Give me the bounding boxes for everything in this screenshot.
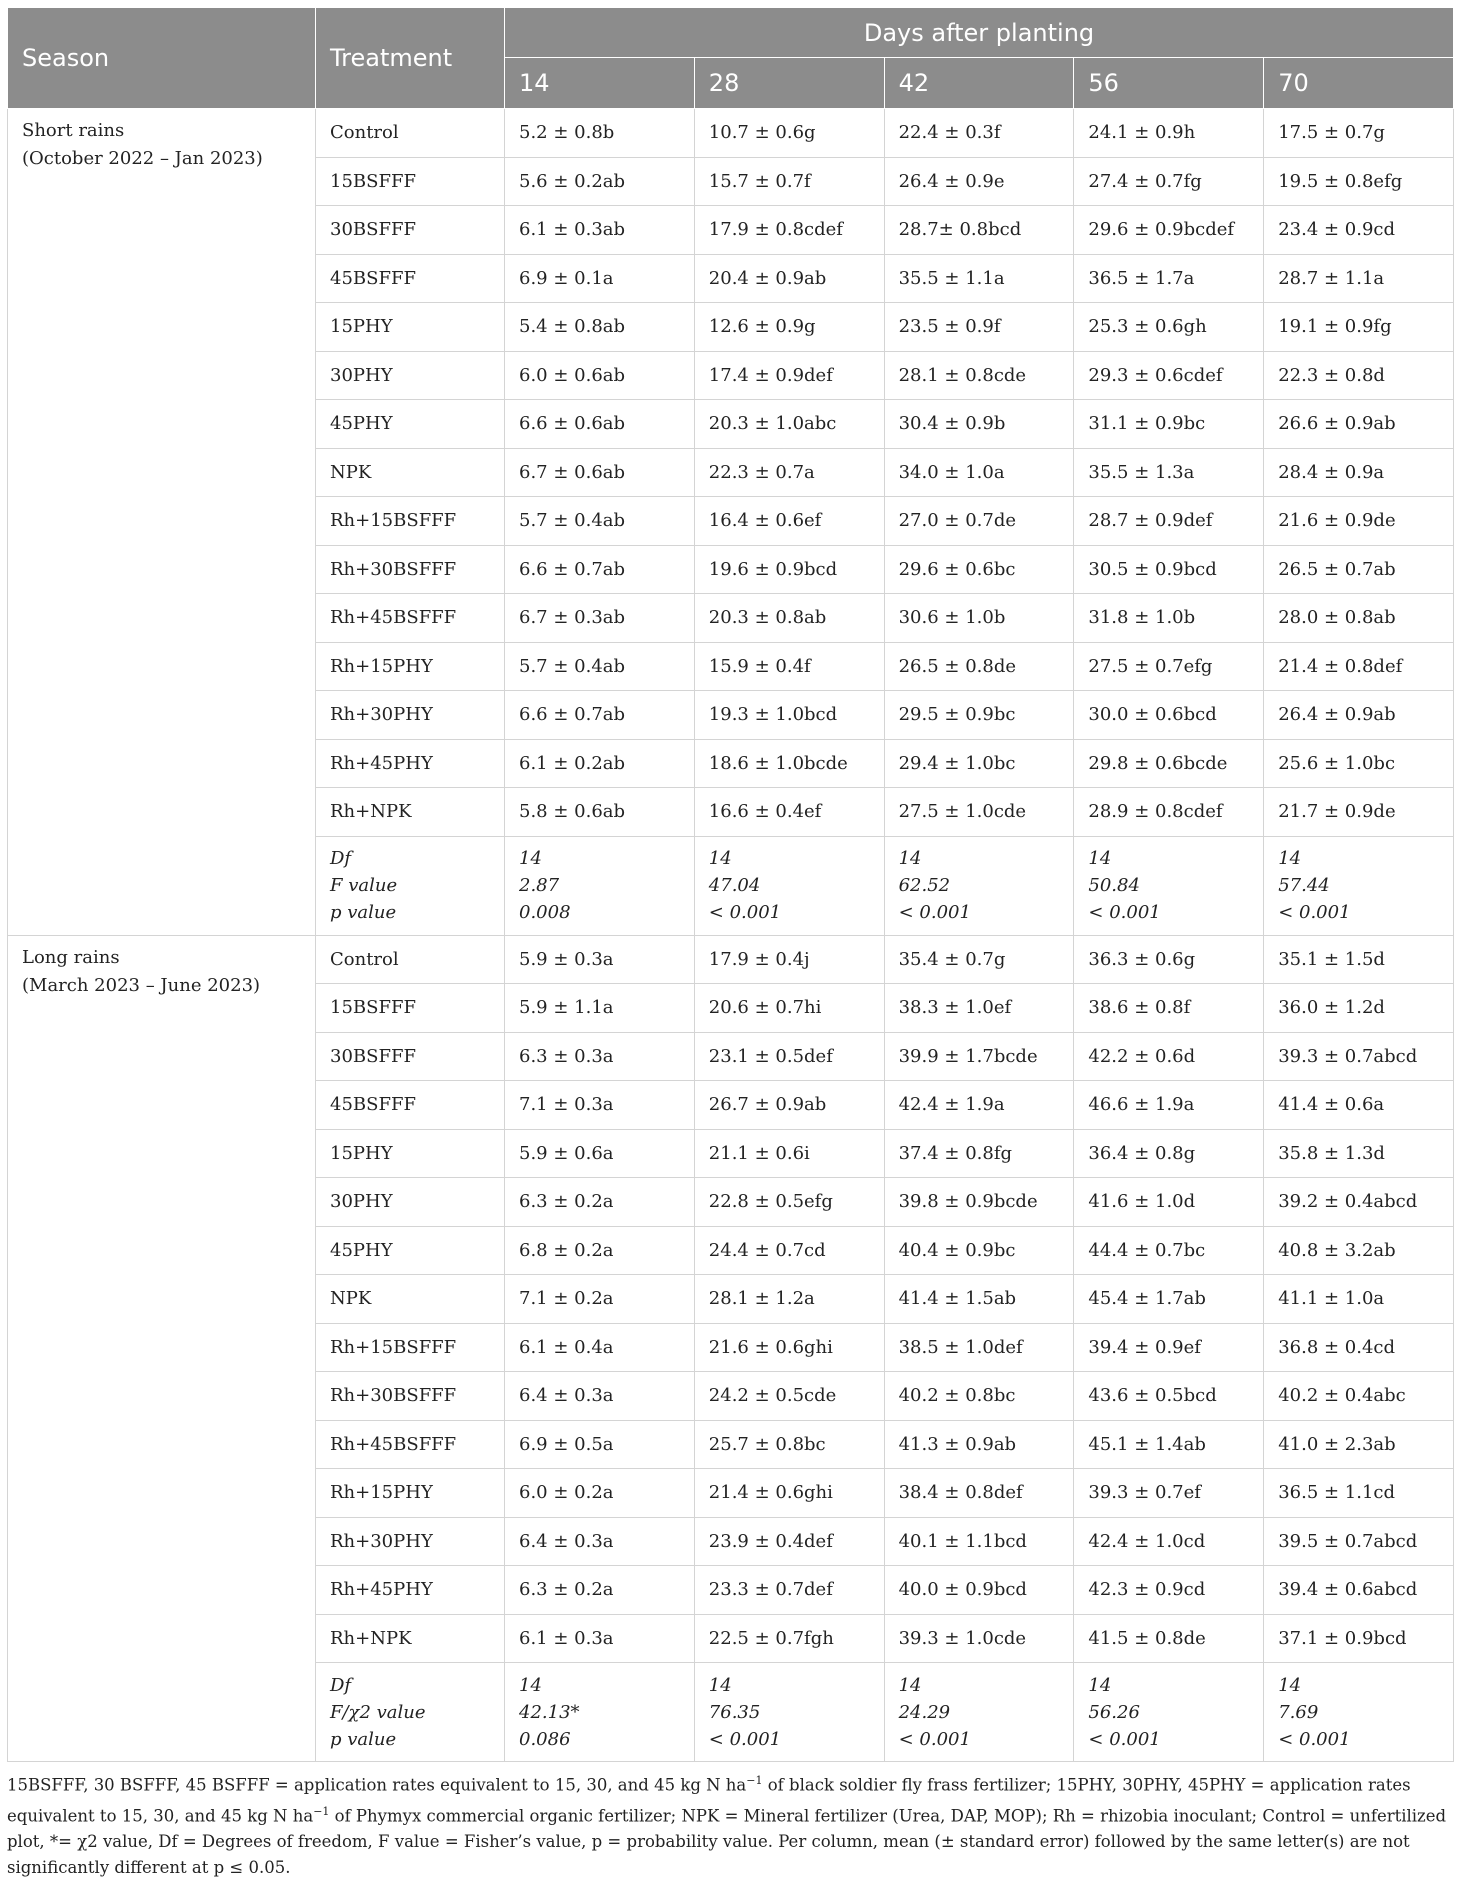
value-cell: 19.5 ± 0.8efg: [1264, 157, 1454, 206]
treatment-cell: Rh+45PHY: [316, 739, 505, 788]
value-cell: 28.7 ± 0.9def: [1074, 497, 1264, 546]
footnote-part2: of black soldier fly frass fertilizer; 15PHY, 30PHY, 45PHY = application rates equivalent to 15, 30, and 45 kg N ha: [7, 1775, 1411, 1825]
value-cell: 24.1 ± 0.9h: [1074, 109, 1264, 158]
value-cell: 6.0 ± 0.6ab: [505, 351, 695, 400]
treatment-cell: 15PHY: [316, 1129, 505, 1178]
treatment-cell: Control: [316, 935, 505, 984]
stats-value: 57.44: [1278, 875, 1330, 896]
value-cell: 19.1 ± 0.9fg: [1264, 303, 1454, 352]
value-cell: 38.6 ± 0.8f: [1074, 984, 1264, 1033]
value-cell: 21.1 ± 0.6i: [694, 1129, 884, 1178]
season-cell: [8, 109, 316, 936]
stats-label-cell: [316, 836, 505, 935]
value-cell: 39.4 ± 0.6abcd: [1264, 1566, 1454, 1615]
value-cell: 39.5 ± 0.7abcd: [1264, 1517, 1454, 1566]
value-cell: 29.5 ± 0.9bc: [884, 691, 1074, 740]
value-cell: 36.0 ± 1.2d: [1264, 984, 1454, 1033]
stats-value: 14: [1278, 848, 1302, 869]
stats-value: 62.52: [898, 875, 951, 896]
value-cell: 39.3 ± 0.7ef: [1074, 1469, 1264, 1518]
value-cell: 27.0 ± 0.7de: [884, 497, 1074, 546]
value-cell: 27.5 ± 1.0cde: [884, 788, 1074, 837]
value-cell: 17.9 ± 0.8cdef: [694, 206, 884, 255]
treatment-cell: Rh+30BSFFF: [316, 1372, 505, 1421]
value-cell: 16.4 ± 0.6ef: [694, 497, 884, 546]
value-cell: 7.1 ± 0.2a: [505, 1275, 695, 1324]
treatment-cell: 15BSFFF: [316, 157, 505, 206]
value-cell: 36.5 ± 1.1cd: [1264, 1469, 1454, 1518]
value-cell: 41.4 ± 1.5ab: [884, 1275, 1074, 1324]
value-cell: 5.6 ± 0.2ab: [505, 157, 695, 206]
value-cell: 36.4 ± 0.8g: [1074, 1129, 1264, 1178]
stats-value: < 0.001: [1278, 902, 1351, 923]
value-cell: 5.2 ± 0.8b: [505, 109, 695, 158]
treatment-cell: 45BSFFF: [316, 254, 505, 303]
treatment-cell: Rh+15PHY: [316, 642, 505, 691]
value-cell: 22.8 ± 0.5efg: [694, 1178, 884, 1227]
stats-value: 14: [898, 848, 922, 869]
value-cell: 35.5 ± 1.1a: [884, 254, 1074, 303]
stats-label: Df: [330, 1674, 352, 1696]
value-cell: 5.8 ± 0.6ab: [505, 788, 695, 837]
stats-value: 47.04: [708, 875, 761, 896]
footnote-part3: of Phymyx commercial organic fertilizer; NPK = Mineral fertilizer (Urea, DAP, MOP); Rh = rhizobia inoculant; Control = unfertilized plot, *= χ2 value, Df = Degrees of freedom, F value = Fisher’s value, p = probability value. Per column, mean (± standard error) followed by the same letter(s) are not significantly different at p ≤ 0.05.: [7, 1806, 1447, 1877]
value-cell: 6.9 ± 0.1a: [505, 254, 695, 303]
stats-label: F value: [330, 875, 398, 896]
value-cell: 29.6 ± 0.9bcdef: [1074, 206, 1264, 255]
treatment-cell: 45PHY: [316, 400, 505, 449]
stats-value: 14: [898, 1674, 922, 1696]
value-cell: 6.7 ± 0.3ab: [505, 594, 695, 643]
stats-value-cell: [505, 836, 695, 935]
value-cell: 29.3 ± 0.6cdef: [1074, 351, 1264, 400]
value-cell: 28.7± 0.8bcd: [884, 206, 1074, 255]
value-cell: 21.6 ± 0.6ghi: [694, 1323, 884, 1372]
value-cell: 39.3 ± 0.7abcd: [1264, 1032, 1454, 1081]
value-cell: 6.6 ± 0.6ab: [505, 400, 695, 449]
stats-value: 24.29: [898, 1701, 951, 1723]
value-cell: 30.6 ± 1.0b: [884, 594, 1074, 643]
stats-value: 14: [1088, 848, 1112, 869]
stats-value: 14: [708, 1674, 732, 1696]
value-cell: 6.0 ± 0.2a: [505, 1469, 695, 1518]
value-cell: 5.4 ± 0.8ab: [505, 303, 695, 352]
value-cell: 6.3 ± 0.2a: [505, 1566, 695, 1615]
stats-value: 0.086: [519, 1728, 571, 1750]
treatment-cell: Rh+15BSFFF: [316, 497, 505, 546]
value-cell: 46.6 ± 1.9a: [1074, 1081, 1264, 1130]
value-cell: 17.9 ± 0.4j: [694, 935, 884, 984]
value-cell: 29.6 ± 0.6bc: [884, 545, 1074, 594]
stats-value: < 0.001: [708, 1728, 782, 1750]
value-cell: 6.1 ± 0.2ab: [505, 739, 695, 788]
value-cell: 37.1 ± 0.9bcd: [1264, 1614, 1454, 1663]
treatment-cell: Rh+15BSFFF: [316, 1323, 505, 1372]
value-cell: 23.5 ± 0.9f: [884, 303, 1074, 352]
stats-value: 14: [519, 1674, 542, 1696]
value-cell: 20.3 ± 1.0abc: [694, 400, 884, 449]
value-cell: 6.1 ± 0.3a: [505, 1614, 695, 1663]
treatment-cell: 15PHY: [316, 303, 505, 352]
stats-value: 7.69: [1278, 1701, 1319, 1723]
value-cell: 35.4 ± 0.7g: [884, 935, 1074, 984]
results-table: [7, 7, 1454, 1762]
header-day-42: 42: [884, 58, 1074, 109]
season-label-line: Short rains: [22, 120, 125, 141]
value-cell: 26.6 ± 0.9ab: [1264, 400, 1454, 449]
data-table-container: [7, 7, 1453, 1762]
value-cell: 41.0 ± 2.3ab: [1264, 1420, 1454, 1469]
value-cell: 15.7 ± 0.7f: [694, 157, 884, 206]
value-cell: 22.5 ± 0.7fgh: [694, 1614, 884, 1663]
value-cell: 6.6 ± 0.7ab: [505, 545, 695, 594]
value-cell: 42.3 ± 0.9cd: [1074, 1566, 1264, 1615]
value-cell: 41.4 ± 0.6a: [1264, 1081, 1454, 1130]
value-cell: 34.0 ± 1.0a: [884, 448, 1074, 497]
treatment-cell: Rh+45PHY: [316, 1566, 505, 1615]
stats-value: 56.26: [1088, 1701, 1140, 1723]
value-cell: 27.5 ± 0.7efg: [1074, 642, 1264, 691]
value-cell: 6.1 ± 0.3ab: [505, 206, 695, 255]
stats-label: F/χ2 value: [330, 1701, 426, 1723]
value-cell: 25.7 ± 0.8bc: [694, 1420, 884, 1469]
value-cell: 19.6 ± 0.9bcd: [694, 545, 884, 594]
footnote-sup1: −1: [746, 1774, 763, 1787]
stats-label: p value: [330, 902, 397, 923]
treatment-cell: Rh+30PHY: [316, 691, 505, 740]
value-cell: 36.3 ± 0.6g: [1074, 935, 1264, 984]
stats-value: 14: [1088, 1674, 1112, 1696]
value-cell: 35.5 ± 1.3a: [1074, 448, 1264, 497]
value-cell: 26.5 ± 0.8de: [884, 642, 1074, 691]
value-cell: 23.4 ± 0.9cd: [1264, 206, 1454, 255]
value-cell: 31.8 ± 1.0b: [1074, 594, 1264, 643]
value-cell: 41.5 ± 0.8de: [1074, 1614, 1264, 1663]
treatment-cell: 30BSFFF: [316, 1032, 505, 1081]
value-cell: 40.0 ± 0.9bcd: [884, 1566, 1074, 1615]
value-cell: 29.8 ± 0.6bcde: [1074, 739, 1264, 788]
value-cell: 16.6 ± 0.4ef: [694, 788, 884, 837]
footnote-part1: 15BSFFF, 30 BSFFF, 45 BSFFF = application rates equivalent to 15, 30, and 45 kg N ha: [7, 1775, 747, 1795]
value-cell: 30.4 ± 0.9b: [884, 400, 1074, 449]
value-cell: 45.4 ± 1.7ab: [1074, 1275, 1264, 1324]
footnote-sup2: −1: [313, 1804, 330, 1818]
treatment-cell: Rh+45BSFFF: [316, 1420, 505, 1469]
value-cell: 24.4 ± 0.7cd: [694, 1226, 884, 1275]
value-cell: 21.6 ± 0.9de: [1264, 497, 1454, 546]
value-cell: 29.4 ± 1.0bc: [884, 739, 1074, 788]
value-cell: 6.9 ± 0.5a: [505, 1420, 695, 1469]
value-cell: 26.4 ± 0.9e: [884, 157, 1074, 206]
value-cell: 40.1 ± 1.1bcd: [884, 1517, 1074, 1566]
value-cell: 6.3 ± 0.3a: [505, 1032, 695, 1081]
value-cell: 21.7 ± 0.9de: [1264, 788, 1454, 837]
value-cell: 23.3 ± 0.7def: [694, 1566, 884, 1615]
value-cell: 20.6 ± 0.7hi: [694, 984, 884, 1033]
stats-value: 14: [1278, 1674, 1302, 1696]
value-cell: 5.7 ± 0.4ab: [505, 497, 695, 546]
value-cell: 27.4 ± 0.7fg: [1074, 157, 1264, 206]
value-cell: 5.7 ± 0.4ab: [505, 642, 695, 691]
value-cell: 10.7 ± 0.6g: [694, 109, 884, 158]
stats-value-cell: [1074, 1663, 1264, 1762]
value-cell: 42.4 ± 1.0cd: [1074, 1517, 1264, 1566]
stats-value: < 0.001: [708, 902, 782, 923]
treatment-cell: 30PHY: [316, 351, 505, 400]
value-cell: 23.1 ± 0.5def: [694, 1032, 884, 1081]
table-row: [8, 109, 1454, 158]
treatment-cell: 45PHY: [316, 1226, 505, 1275]
value-cell: 30.0 ± 0.6bcd: [1074, 691, 1264, 740]
value-cell: 28.1 ± 1.2a: [694, 1275, 884, 1324]
season-cell: [8, 935, 316, 1762]
treatment-cell: NPK: [316, 448, 505, 497]
value-cell: 6.1 ± 0.4a: [505, 1323, 695, 1372]
treatment-cell: Rh+45BSFFF: [316, 594, 505, 643]
treatment-cell: 30BSFFF: [316, 206, 505, 255]
value-cell: 28.7 ± 1.1a: [1264, 254, 1454, 303]
value-cell: 42.4 ± 1.9a: [884, 1081, 1074, 1130]
treatment-cell: 30PHY: [316, 1178, 505, 1227]
value-cell: 25.3 ± 0.6gh: [1074, 303, 1264, 352]
stats-value: 42.13*: [519, 1701, 580, 1723]
value-cell: 43.6 ± 0.5bcd: [1074, 1372, 1264, 1421]
value-cell: 40.2 ± 0.8bc: [884, 1372, 1074, 1421]
value-cell: 41.6 ± 1.0d: [1074, 1178, 1264, 1227]
season-label-line: Long rains: [22, 946, 120, 968]
value-cell: 7.1 ± 0.3a: [505, 1081, 695, 1130]
value-cell: 35.8 ± 1.3d: [1264, 1129, 1454, 1178]
stats-value: 0.008: [519, 902, 571, 923]
stats-label-cell: [316, 1663, 505, 1762]
treatment-cell: Rh+NPK: [316, 788, 505, 837]
value-cell: 39.4 ± 0.9ef: [1074, 1323, 1264, 1372]
value-cell: 18.6 ± 1.0bcde: [694, 739, 884, 788]
table-header: [8, 8, 1454, 109]
value-cell: 40.8 ± 3.2ab: [1264, 1226, 1454, 1275]
value-cell: 42.2 ± 0.6d: [1074, 1032, 1264, 1081]
treatment-cell: Rh+NPK: [316, 1614, 505, 1663]
value-cell: 38.3 ± 1.0ef: [884, 984, 1074, 1033]
value-cell: 22.3 ± 0.7a: [694, 448, 884, 497]
season-label-line: (October 2022 – Jan 2023): [22, 148, 263, 169]
treatment-cell: Rh+30PHY: [316, 1517, 505, 1566]
value-cell: 21.4 ± 0.6ghi: [694, 1469, 884, 1518]
value-cell: 38.5 ± 1.0def: [884, 1323, 1074, 1372]
value-cell: 21.4 ± 0.8def: [1264, 642, 1454, 691]
stats-value-cell: [884, 836, 1074, 935]
value-cell: 39.9 ± 1.7bcde: [884, 1032, 1074, 1081]
value-cell: 38.4 ± 0.8def: [884, 1469, 1074, 1518]
value-cell: 28.1 ± 0.8cde: [884, 351, 1074, 400]
stats-value: < 0.001: [1088, 902, 1161, 923]
stats-value-cell: [884, 1663, 1074, 1762]
header-day-28: 28: [694, 58, 884, 109]
stats-value-cell: [505, 1663, 695, 1762]
stats-value: < 0.001: [1088, 1728, 1161, 1750]
value-cell: 25.6 ± 1.0bc: [1264, 739, 1454, 788]
value-cell: 12.6 ± 0.9g: [694, 303, 884, 352]
stats-value: 2.87: [519, 875, 560, 896]
stats-value-cell: [1074, 836, 1264, 935]
stats-value-cell: [1264, 836, 1454, 935]
stats-value: 14: [708, 848, 732, 869]
treatment-cell: Control: [316, 109, 505, 158]
value-cell: 6.8 ± 0.2a: [505, 1226, 695, 1275]
season-label-line: (March 2023 – June 2023): [22, 974, 261, 996]
value-cell: 40.2 ± 0.4abc: [1264, 1372, 1454, 1421]
value-cell: 19.3 ± 1.0bcd: [694, 691, 884, 740]
value-cell: 39.8 ± 0.9bcde: [884, 1178, 1074, 1227]
value-cell: 6.7 ± 0.6ab: [505, 448, 695, 497]
value-cell: 28.0 ± 0.8ab: [1264, 594, 1454, 643]
value-cell: 35.1 ± 1.5d: [1264, 935, 1454, 984]
treatment-cell: 45BSFFF: [316, 1081, 505, 1130]
value-cell: 37.4 ± 0.8fg: [884, 1129, 1074, 1178]
value-cell: 23.9 ± 0.4def: [694, 1517, 884, 1566]
value-cell: 5.9 ± 0.6a: [505, 1129, 695, 1178]
header-treatment: Treatment: [316, 8, 505, 109]
stats-value: < 0.001: [1278, 1728, 1351, 1750]
value-cell: 30.5 ± 0.9bcd: [1074, 545, 1264, 594]
stats-value: 14: [519, 848, 542, 869]
value-cell: 36.8 ± 0.4cd: [1264, 1323, 1454, 1372]
value-cell: 28.4 ± 0.9a: [1264, 448, 1454, 497]
treatment-cell: 15BSFFF: [316, 984, 505, 1033]
value-cell: 20.3 ± 0.8ab: [694, 594, 884, 643]
stats-label: p value: [330, 1728, 397, 1750]
value-cell: 6.4 ± 0.3a: [505, 1372, 695, 1421]
value-cell: 6.4 ± 0.3a: [505, 1517, 695, 1566]
value-cell: 28.9 ± 0.8cdef: [1074, 788, 1264, 837]
stats-value-cell: [694, 836, 884, 935]
value-cell: 41.3 ± 0.9ab: [884, 1420, 1074, 1469]
value-cell: 24.2 ± 0.5cde: [694, 1372, 884, 1421]
header-day-14: 14: [505, 58, 695, 109]
value-cell: 41.1 ± 1.0a: [1264, 1275, 1454, 1324]
value-cell: 17.5 ± 0.7g: [1264, 109, 1454, 158]
stats-value-cell: [694, 1663, 884, 1762]
header-day-56: 56: [1074, 58, 1264, 109]
table-footnote: [7, 1768, 1453, 1881]
value-cell: 26.5 ± 0.7ab: [1264, 545, 1454, 594]
stats-value: < 0.001: [898, 902, 971, 923]
value-cell: 6.6 ± 0.7ab: [505, 691, 695, 740]
stats-value: 50.84: [1088, 875, 1140, 896]
treatment-cell: NPK: [316, 1275, 505, 1324]
header-days-after-planting: Days after planting: [505, 8, 1454, 58]
value-cell: 40.4 ± 0.9bc: [884, 1226, 1074, 1275]
treatment-cell: Rh+30BSFFF: [316, 545, 505, 594]
value-cell: 26.7 ± 0.9ab: [694, 1081, 884, 1130]
value-cell: 45.1 ± 1.4ab: [1074, 1420, 1264, 1469]
value-cell: 15.9 ± 0.4f: [694, 642, 884, 691]
header-day-70: 70: [1264, 58, 1454, 109]
value-cell: 6.3 ± 0.2a: [505, 1178, 695, 1227]
header-season: Season: [8, 8, 316, 109]
value-cell: 22.4 ± 0.3f: [884, 109, 1074, 158]
value-cell: 39.3 ± 1.0cde: [884, 1614, 1074, 1663]
table-row: [8, 935, 1454, 984]
value-cell: 5.9 ± 1.1a: [505, 984, 695, 1033]
stats-value: < 0.001: [898, 1728, 971, 1750]
value-cell: 31.1 ± 0.9bc: [1074, 400, 1264, 449]
treatment-cell: Rh+15PHY: [316, 1469, 505, 1518]
stats-value: 76.35: [708, 1701, 761, 1723]
value-cell: 36.5 ± 1.7a: [1074, 254, 1264, 303]
value-cell: 20.4 ± 0.9ab: [694, 254, 884, 303]
value-cell: 17.4 ± 0.9def: [694, 351, 884, 400]
value-cell: 44.4 ± 0.7bc: [1074, 1226, 1264, 1275]
table-body: [8, 109, 1454, 1762]
stats-value-cell: [1264, 1663, 1454, 1762]
stats-label: Df: [330, 848, 352, 869]
value-cell: 39.2 ± 0.4abcd: [1264, 1178, 1454, 1227]
value-cell: 5.9 ± 0.3a: [505, 935, 695, 984]
value-cell: 26.4 ± 0.9ab: [1264, 691, 1454, 740]
value-cell: 22.3 ± 0.8d: [1264, 351, 1454, 400]
